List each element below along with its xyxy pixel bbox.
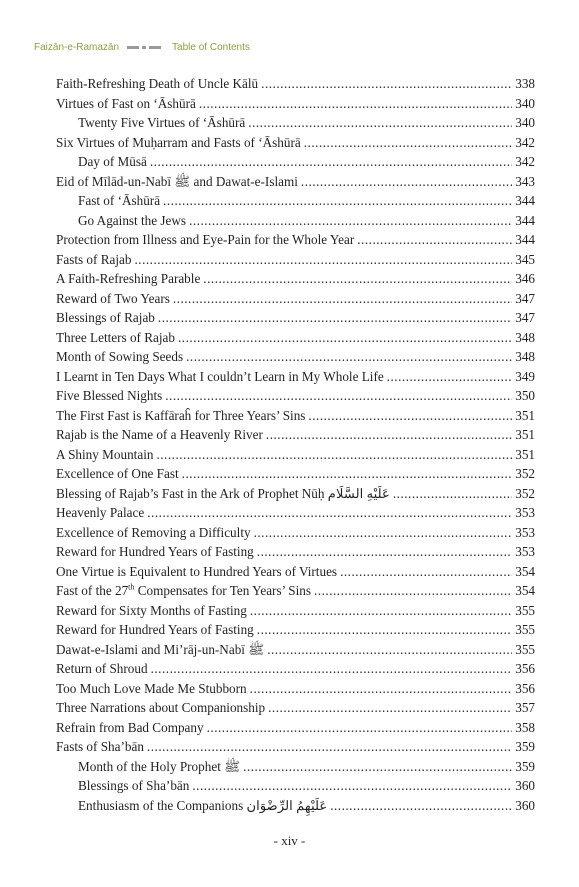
toc-entry[interactable] — [56, 74, 535, 94]
toc-entry[interactable] — [56, 659, 535, 679]
toc-entry-title: Heavenly Palace — [56, 505, 145, 520]
toc-entry-title: Eid of Mīlād-un-Nabī ﷺ and Dawat-e-Islami — [56, 173, 298, 189]
toc-entry-title: Six Virtues of Muḥarram and Fasts of ‘Āshūrā — [56, 134, 301, 150]
toc-entry-page: 345 — [515, 251, 535, 267]
toc-entry-page: 347 — [515, 290, 535, 306]
dot-leader — [203, 269, 512, 289]
dot-leader — [207, 718, 513, 738]
toc-entry-page: 358 — [515, 719, 535, 735]
toc-entry-page: 342 — [515, 134, 535, 150]
toc-entry-title: Twenty Five Virtues of ‘Āshūrā — [78, 115, 246, 130]
toc-entry-page: 344 — [515, 193, 535, 208]
toc-entry-title: Excellence of One Fast — [56, 466, 179, 481]
toc-entry[interactable] — [56, 269, 535, 289]
toc-entry[interactable] — [56, 523, 535, 543]
toc-entry-page: 360 — [515, 797, 535, 813]
toc-entry-title: I Learnt in Ten Days What I couldn’t Learn in My Whole Life — [56, 368, 384, 384]
toc-entry-title: Fast of ‘Āshūrā — [78, 193, 161, 208]
dot-leader — [257, 620, 512, 640]
toc-entry-title: One Virtue is Equivalent to Hundred Years of Virtues — [56, 563, 338, 579]
dot-leader — [267, 640, 512, 660]
toc-entry-title: Reward for Hundred Years of Fasting — [56, 544, 254, 559]
toc-entry[interactable] — [56, 406, 535, 426]
dot-leader — [314, 581, 512, 601]
toc-entry-page: 353 — [515, 524, 535, 540]
toc-entry-page: 344 — [515, 212, 535, 228]
dot-leader — [147, 737, 512, 757]
toc-entry-title: Excellence of Removing a Difficulty — [56, 524, 251, 540]
toc-entry-page: 342 — [515, 154, 535, 169]
dot-leader — [186, 347, 512, 367]
dot-leader — [393, 484, 512, 504]
toc-entry[interactable] — [56, 347, 535, 367]
toc-entry-page: 340 — [515, 115, 535, 130]
toc-entry[interactable] — [56, 737, 535, 757]
toc-entry-page: 349 — [515, 368, 535, 384]
toc-entry[interactable] — [56, 503, 535, 523]
dot-leader — [301, 172, 512, 192]
toc-entry-page: 355 — [515, 641, 535, 657]
toc-entry-title: Reward for Sixty Months of Fasting — [56, 602, 247, 618]
dot-leader — [308, 406, 512, 426]
dot-leader — [147, 503, 512, 523]
toc-entry-title: Day of Mūsā — [78, 154, 147, 169]
toc-entry[interactable] — [56, 718, 535, 738]
toc-entry-title: Blessings of Rajab — [56, 310, 155, 325]
toc-entry-title: Too Much Love Made Me Stubborn — [56, 680, 247, 696]
toc-entry-page: 353 — [515, 505, 535, 520]
toc-entry[interactable] — [56, 640, 535, 660]
toc-entry-page: 352 — [515, 466, 535, 481]
dot-leader — [268, 698, 512, 718]
toc-entry[interactable] — [56, 445, 535, 465]
dot-leader — [134, 250, 512, 270]
dot-leader — [178, 328, 512, 348]
toc-entry-title: Month of the Holy Prophet ﷺ — [78, 758, 241, 774]
header-separator — [127, 46, 164, 49]
toc-entry-title: Enthusiasm of the Companions عَلَيْهِمُ الرِّضْوَان — [78, 797, 328, 813]
dot-leader — [173, 289, 512, 309]
toc-entry-page: 353 — [515, 544, 535, 559]
dot-leader — [250, 601, 512, 621]
dot-leader — [257, 542, 512, 562]
toc-entry-title: A Faith-Refreshing Parable — [56, 271, 201, 286]
dot-leader — [165, 386, 512, 406]
toc-entry-title: The First Fast is Kaffāraĥ for Three Years’ Sins — [56, 407, 306, 423]
toc-entry-page: 351 — [515, 427, 535, 442]
dot-leader — [150, 152, 512, 172]
dot-leader — [243, 757, 512, 777]
toc-entry[interactable] — [56, 230, 535, 250]
toc-entry[interactable] — [56, 308, 535, 328]
toc-entry[interactable] — [56, 601, 535, 621]
toc-entry-page: 347 — [515, 310, 535, 325]
section-title: Table of Contents — [172, 41, 250, 53]
toc-entry-title: Go Against the Jews — [78, 212, 187, 228]
dot-leader — [304, 133, 512, 153]
toc-entry[interactable] — [56, 796, 535, 816]
dot-leader — [156, 445, 512, 465]
book-title: Faizān-e-Ramazān — [34, 41, 120, 53]
toc-entry[interactable] — [56, 211, 535, 231]
toc-entry-title: Fast of the 27th Compensates for Ten Years’ Sins — [56, 582, 312, 598]
toc-entry-title: Five Blessed Nights — [56, 388, 163, 403]
toc-entry-title: Fasts of Rajab — [56, 251, 132, 267]
toc-entry[interactable] — [56, 698, 535, 718]
running-header — [34, 40, 250, 54]
toc-entry[interactable] — [56, 191, 535, 211]
toc-entry-page: 348 — [515, 329, 535, 345]
dot-leader — [163, 191, 512, 211]
toc-entry-page: 355 — [515, 622, 535, 637]
toc-entry-title: Virtues of Fast on ‘Āshūrā — [56, 95, 196, 111]
toc-entry-page: 360 — [515, 778, 535, 793]
toc-entry[interactable] — [56, 620, 535, 640]
toc-entry[interactable] — [56, 328, 535, 348]
toc-entry[interactable] — [56, 94, 535, 114]
dot-leader — [254, 523, 513, 543]
toc-entry-page: 351 — [515, 446, 535, 462]
toc-entry[interactable] — [56, 562, 535, 582]
toc-entry-page: 344 — [515, 232, 535, 247]
dot-leader — [151, 659, 513, 679]
toc-entry[interactable] — [56, 386, 535, 406]
toc-entry-page: 343 — [515, 173, 535, 189]
toc-entry-title: Dawat-e-Islami and Mi’rāj-un-Nabī ﷺ — [56, 641, 265, 657]
dot-leader — [199, 94, 512, 114]
toc-entry-page: 356 — [515, 661, 535, 676]
dot-leader — [250, 679, 513, 699]
toc-entry[interactable] — [56, 133, 535, 153]
toc-entry-title: Blessings of Sha’bān — [78, 778, 190, 793]
toc-entry-title: Month of Sowing Seeds — [56, 349, 184, 364]
toc-entry-page: 340 — [515, 95, 535, 111]
dot-leader — [182, 464, 513, 484]
toc-entry[interactable] — [56, 425, 535, 445]
toc-entry[interactable] — [56, 250, 535, 270]
toc-entry[interactable] — [56, 776, 535, 796]
toc-entry-page: 359 — [515, 758, 535, 774]
toc-entry-title: Three Letters of Rajab — [56, 329, 175, 345]
toc-entry[interactable] — [56, 367, 535, 387]
dot-leader — [340, 562, 512, 582]
toc-entry-title: Return of Shroud — [56, 661, 148, 676]
toc-entry[interactable] — [56, 542, 535, 562]
toc-entry-page: 348 — [515, 349, 535, 364]
toc-entry[interactable] — [56, 152, 535, 172]
toc-entry-page: 359 — [515, 739, 535, 754]
toc-entry-page: 352 — [515, 485, 535, 501]
dot-leader — [357, 230, 512, 250]
toc-entry-title: Reward for Hundred Years of Fasting — [56, 622, 254, 637]
toc-entry-page: 356 — [515, 680, 535, 696]
toc-entry[interactable] — [56, 484, 535, 504]
dot-leader — [189, 211, 512, 231]
toc-entry-title: Faith-Refreshing Death of Uncle Kālū — [56, 76, 259, 91]
toc-entry[interactable] — [56, 464, 535, 484]
toc-entry[interactable] — [56, 679, 535, 699]
toc-entry-title: Rajab is the Name of a Heavenly River — [56, 427, 263, 442]
toc-entry-title: Protection from Illness and Eye-Pain for the Whole Year — [56, 232, 355, 247]
dot-leader — [248, 113, 512, 133]
toc-entry[interactable] — [56, 289, 535, 309]
toc-entry-page: 355 — [515, 602, 535, 618]
dot-leader — [192, 776, 512, 796]
dot-leader — [330, 796, 512, 816]
toc-entry-page: 354 — [515, 563, 535, 579]
toc-entry-title: Fasts of Sha’bān — [56, 739, 144, 754]
dot-leader — [266, 425, 512, 445]
toc-entry-title: A Shiny Mountain — [56, 446, 154, 462]
toc-entry-page: 357 — [515, 700, 535, 715]
dot-leader — [158, 308, 512, 328]
toc-entry-page: 351 — [515, 407, 535, 423]
toc-entry-title: Three Narrations about Companionship — [56, 700, 266, 715]
table-of-contents — [56, 74, 535, 815]
toc-entry-page: 338 — [515, 76, 535, 91]
toc-entry-title: Reward of Two Years — [56, 290, 170, 306]
toc-entry[interactable] — [56, 113, 535, 133]
toc-entry[interactable] — [56, 757, 535, 777]
toc-entry[interactable] — [56, 172, 535, 192]
dot-leader — [387, 367, 513, 387]
dot-leader — [261, 74, 512, 94]
toc-entry-page: 350 — [515, 388, 535, 403]
toc-entry-page: 346 — [515, 271, 535, 286]
page-number: - xiv - — [273, 833, 306, 848]
toc-entry-title: Refrain from Bad Company — [56, 719, 204, 735]
toc-entry-title: Blessing of Rajab’s Fast in the Ark of Prophet Nūḥ عَلَيْهِ السَّلَام — [56, 485, 390, 501]
toc-entry-page: 354 — [515, 583, 535, 598]
toc-entry[interactable] — [56, 581, 535, 601]
